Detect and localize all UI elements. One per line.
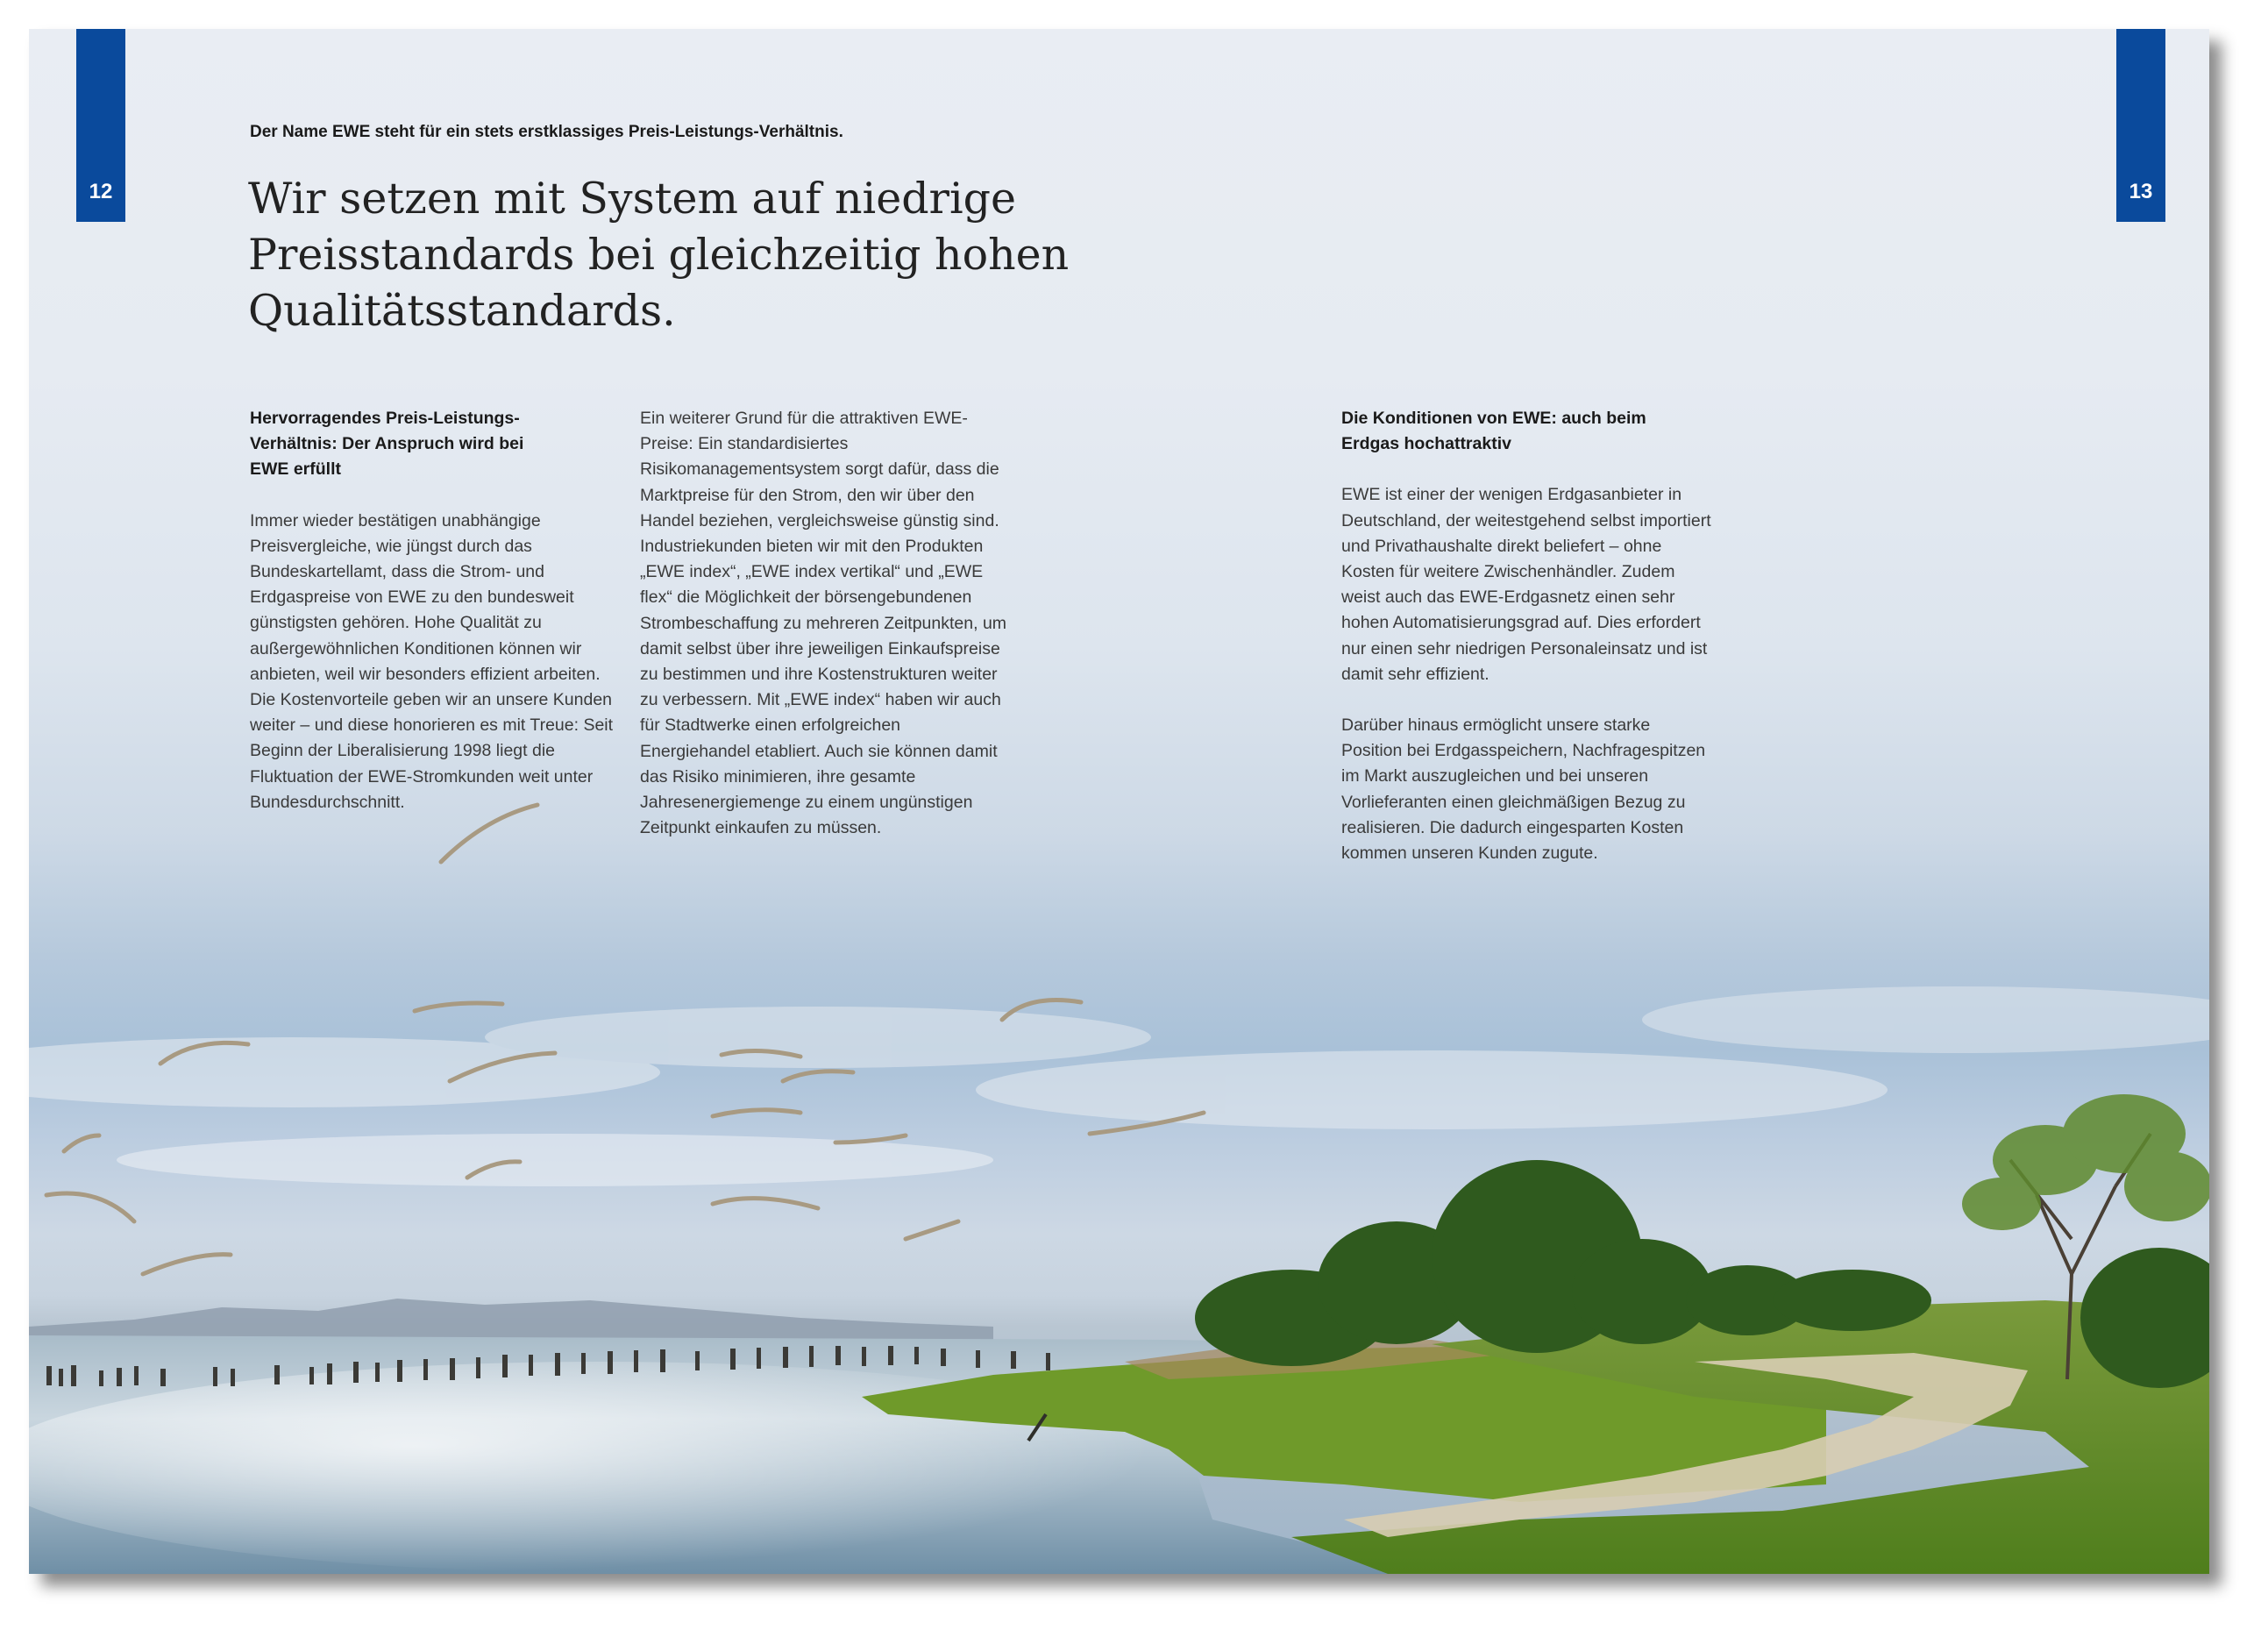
column-1-heading-line-2: Verhältnis: Der Anspruch wird bei [250,434,524,454]
brochure-spread [29,29,2209,1574]
page-tab-left [76,29,125,222]
headline-line-1: Wir setzen mit System auf niedrige [248,174,1017,224]
column-3-paragraph-2: Darüber hinaus ermöglicht unsere starke Position bei Erdgasspeichern, Nachfragespitzen im Markt auszugleichen und bei unseren Vorlieferanten einen gleichmäßigen Bezug zu realisieren. Die dadurch eingesparten Kosten kommen unseren Kunden zugute. [1341,715,1706,864]
text-column-3 [1341,406,1714,892]
column-1-heading [250,406,622,483]
clouds [29,986,2209,1186]
column-1-heading-line-3: EWE erfüllt [250,459,342,480]
column-1-body: Immer wieder bestätigen unabhängige Preisvergleiche, wie jüngst durch das Bundeskartellamt, dass die Strom- und Erdgaspreise von EWE zu den bundesweit günstigsten gehören. Hohe Qualität zu außergewöhnlichen Konditionen können wir anbieten, weil wir besonders effizient arbeiten. Die Kostenvorteile geben wir an unsere Kunden weiter – und diese honorieren es mit Treue: Seit Beginn der Liberalisierung 1998 liegt die Fluktuation der EWE-Stromkunden weit unter Bundesdurchschnitt. [250,510,614,812]
column-3-heading [1341,406,1714,457]
column-2-body: Ein weiterer Grund für die attraktiven EWE-Preise: Ein standardisiertes Risikomanagementsystem sorgt dafür, dass die Marktpreise für den Strom, den wir über den Handel beziehen, vergleichsweise günstig sind. Industriekunden bieten wir mit den Produkten „EWE index“, „EWE index vertikal“ und „EWE flex“ die Möglichkeit der börsengebundenen Strombeschaffung zu mehreren Zeitpunkten, um damit selbst über ihre jeweiligen Einkaufspreise zu bestimmen und ihre Kostenstrukturen weiter zu verbessern. Mit „EWE index“ haben wir auch für Stadtwerke einen erfolgreichen Energiehandel etabliert. Auch sie können damit das Risiko minimieren, ihre gesamte Jahresenergiemenge zu einem ungünstigen Zeitpunkt einkaufen zu müssen. [640,409,1007,838]
column-3-heading-line-1: Die Konditionen von EWE: auch beim [1341,409,1646,428]
page-number-left: 12 [89,180,113,203]
column-1-heading-line-1: Hervorragendes Preis-Leistungs- [250,409,520,428]
headline-line-3: Qualitätsstandards. [248,286,676,336]
text-column-1 [250,406,622,841]
text-column-2 [640,406,1013,866]
headline-line-2: Preisstandards bei gleichzeitig hohen [248,230,1070,280]
page-headline [248,171,1081,339]
column-3-heading-line-2: Erdgas hochattraktiv [1341,434,1511,454]
column-3-paragraph-1: EWE ist einer der wenigen Erdgasanbieter in Deutschland, der weitestgehend selbst importiert und Privathaushalte direkt beliefert – ohne Kosten für weitere Zwischenhändler. Zudem weist auch das EWE-Erdgasnetz einen sehr hohen Automatisierungsgrad auf. Dies erfordert nur einen sehr niedrigen Personaleinsatz und ist damit sehr effizient. [1341,485,1711,684]
kicker-line: Der Name EWE steht für ein stets erstklassiges Preis-Leistungs-Verhältnis. [250,123,843,141]
page-tab-right [2116,29,2165,222]
page-number-right: 13 [2129,180,2153,203]
